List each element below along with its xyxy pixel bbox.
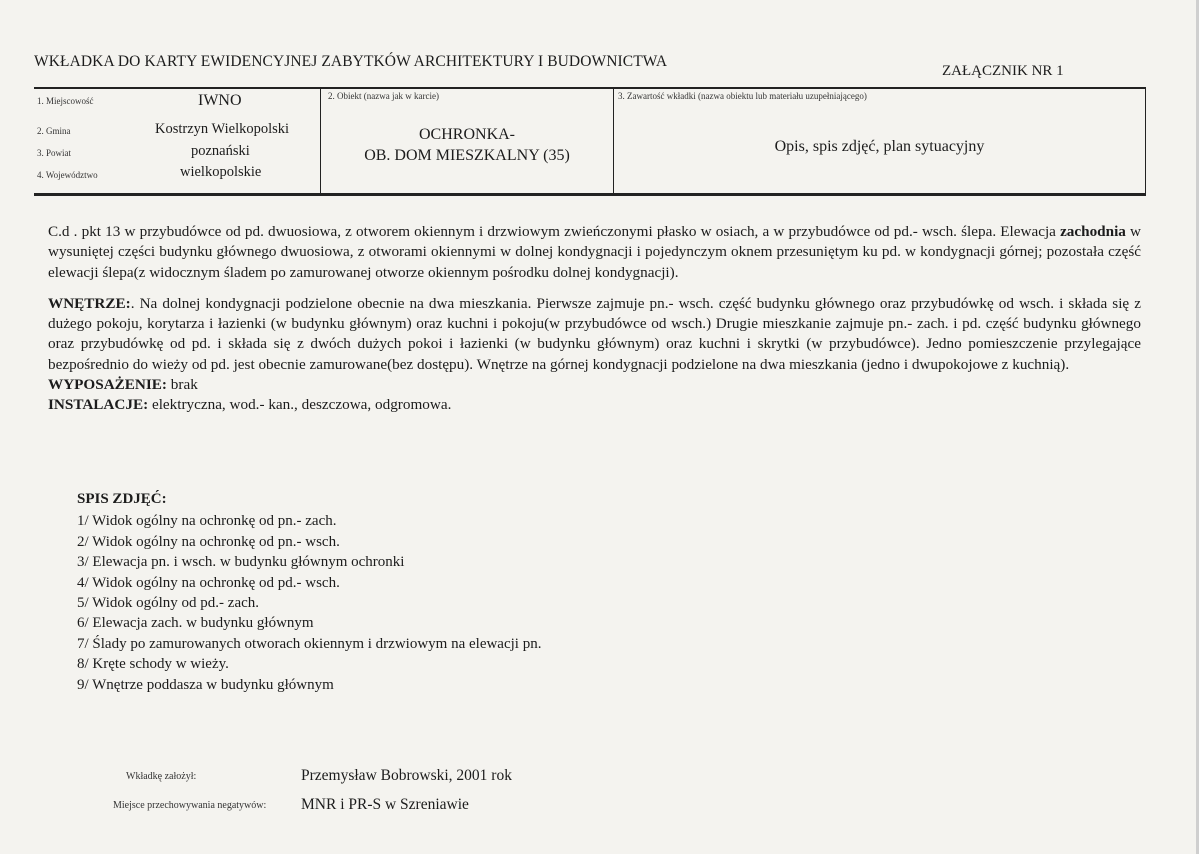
photo-list-item: 2/ Widok ogólny na ochronkę od pn.- wsch. bbox=[77, 533, 340, 550]
storage-label: Miejsce przechowywania negatywów: bbox=[113, 800, 267, 811]
interior-text: . Na dolnej kondygnacji podzielone obecnie na dwa mieszkania. Pierwsze zajmuje pn.- wsch. część budynku głównego oraz przybudówkę od wsch. i składa się z dużego pokoju, korytarza i łazienki (w budynku głównym) oraz kuchni i pokoju(w przybudówce od wsch.) Drugie mieszkanie zajmuje pn.- zach. i pd. część budynku głównego oraz przybudówkę od pd. i składa się z dwóch dużych pokoi i łazienki (w budynku głównym) oraz kuchni i skrytki (w przybudówce). Jedno pomieszczenie przylegające bezpośrednio do wieży od pd. jest obecnie zamurowane(bez dostępu). Wnętrze na górnej kondygnacji podzielone na dwa mieszkania (jedno i dwupokojowe z kuchnią). bbox=[48, 294, 1141, 373]
photo-list bbox=[77, 489, 541, 695]
equipment-line bbox=[48, 375, 1141, 395]
object-name-line2: OB. DOM MIESZKALNY (35) bbox=[364, 147, 570, 164]
photo-list-item: 3/ Elewacja pn. i wsch. w budynku głównym ochronki bbox=[77, 554, 405, 571]
form-right-border bbox=[1145, 88, 1146, 194]
installations-line bbox=[48, 395, 1141, 415]
form-top-rule bbox=[34, 87, 1146, 89]
document-title: WKŁADKA DO KARTY EWIDENCYJNEJ ZABYTKÓW ARCHITEKTURY I BUDOWNICTWA bbox=[34, 53, 668, 70]
west-facade-emphasis: zachodnia bbox=[1060, 223, 1126, 240]
district-label: 3. Powiat bbox=[37, 148, 72, 158]
description-paragraph bbox=[48, 222, 1141, 283]
installations-text: elektryczna, wod.- kan., deszczowa, odgromowa. bbox=[148, 396, 452, 414]
equipment-label: WYPOSAŻENIE: bbox=[48, 376, 167, 394]
object-name-line1: OCHRONKA- bbox=[419, 126, 515, 143]
annex-number: ZAŁĄCZNIK NR 1 bbox=[942, 63, 1064, 79]
description-text-b: w wysuniętej części budynku głównego dwuosiowa, z otworami okiennymi w dolnej kondygnacji i pojedynczym oknem przesuniętym ku pd. w kondygnacji górnej; pozostała część elewacji ślepa(z widocznym śladem po zamurowanej otworze okiennym pośrodku dolnej kondygnacji). bbox=[48, 223, 1142, 281]
interior-label: WNĘTRZE: bbox=[48, 294, 131, 312]
photo-list-item: 4/ Widok ogólny na ochronkę od pd.- wsch. bbox=[77, 574, 340, 591]
interior-paragraph bbox=[48, 294, 1141, 375]
photo-list-item: 9/ Wnętrze poddasza w budynku głównym bbox=[77, 676, 334, 693]
commune-label: 2. Gmina bbox=[37, 126, 71, 136]
description-text-a: C.d . pkt 13 w przybudówce od pd. dwuosiowa, z otworem okiennym i drzwiowym zwieńczonymi płasko w osiach, a w przybudówce od pd.- wsch. ślepa. Elewacja bbox=[48, 223, 1061, 240]
installations-label: INSTALACJE: bbox=[48, 396, 149, 414]
author-label: Wkładkę założył: bbox=[126, 771, 197, 782]
commune-value: Kostrzyn Wielkopolski bbox=[155, 121, 290, 137]
photo-list-item: 7/ Ślady po zamurowanych otworach okiennym i drzwiowym na elewacji pn. bbox=[77, 635, 542, 652]
voivodeship-value: wielkopolskie bbox=[180, 164, 262, 180]
photo-list-item: 1/ Widok ogólny na ochronkę od pn.- zach. bbox=[77, 513, 337, 530]
storage-value: MNR i PR-S w Szreniawie bbox=[301, 796, 469, 813]
photo-list-item: 5/ Widok ogólny od pd.- zach. bbox=[77, 595, 260, 612]
content-value: Opis, spis zdjęć, plan sytuacyjny bbox=[774, 138, 985, 155]
photo-list-items bbox=[77, 511, 541, 695]
district-value: poznański bbox=[191, 143, 250, 159]
photo-list-item: 8/ Kręte schody w wieży. bbox=[77, 656, 229, 673]
photo-list-heading: SPIS ZDJĘĆ: bbox=[77, 491, 167, 507]
locality-value: IWNO bbox=[198, 92, 242, 109]
equipment-text: brak bbox=[167, 376, 198, 394]
voivodeship-label: 4. Województwo bbox=[37, 170, 98, 180]
locality-label: 1. Miejscowość bbox=[37, 96, 94, 106]
photo-list-item: 6/ Elewacja zach. w budynku głównym bbox=[77, 615, 314, 632]
form-bottom-rule bbox=[34, 193, 1146, 196]
author-value: Przemysław Bobrowski, 2001 rok bbox=[301, 767, 512, 784]
description-body bbox=[48, 222, 1141, 416]
object-label: 2. Obiekt (nazwa jak w karcie) bbox=[328, 91, 439, 101]
content-label: 3. Zawartość wkładki (nazwa obiektu lub materiału uzupełniającego) bbox=[618, 91, 867, 101]
